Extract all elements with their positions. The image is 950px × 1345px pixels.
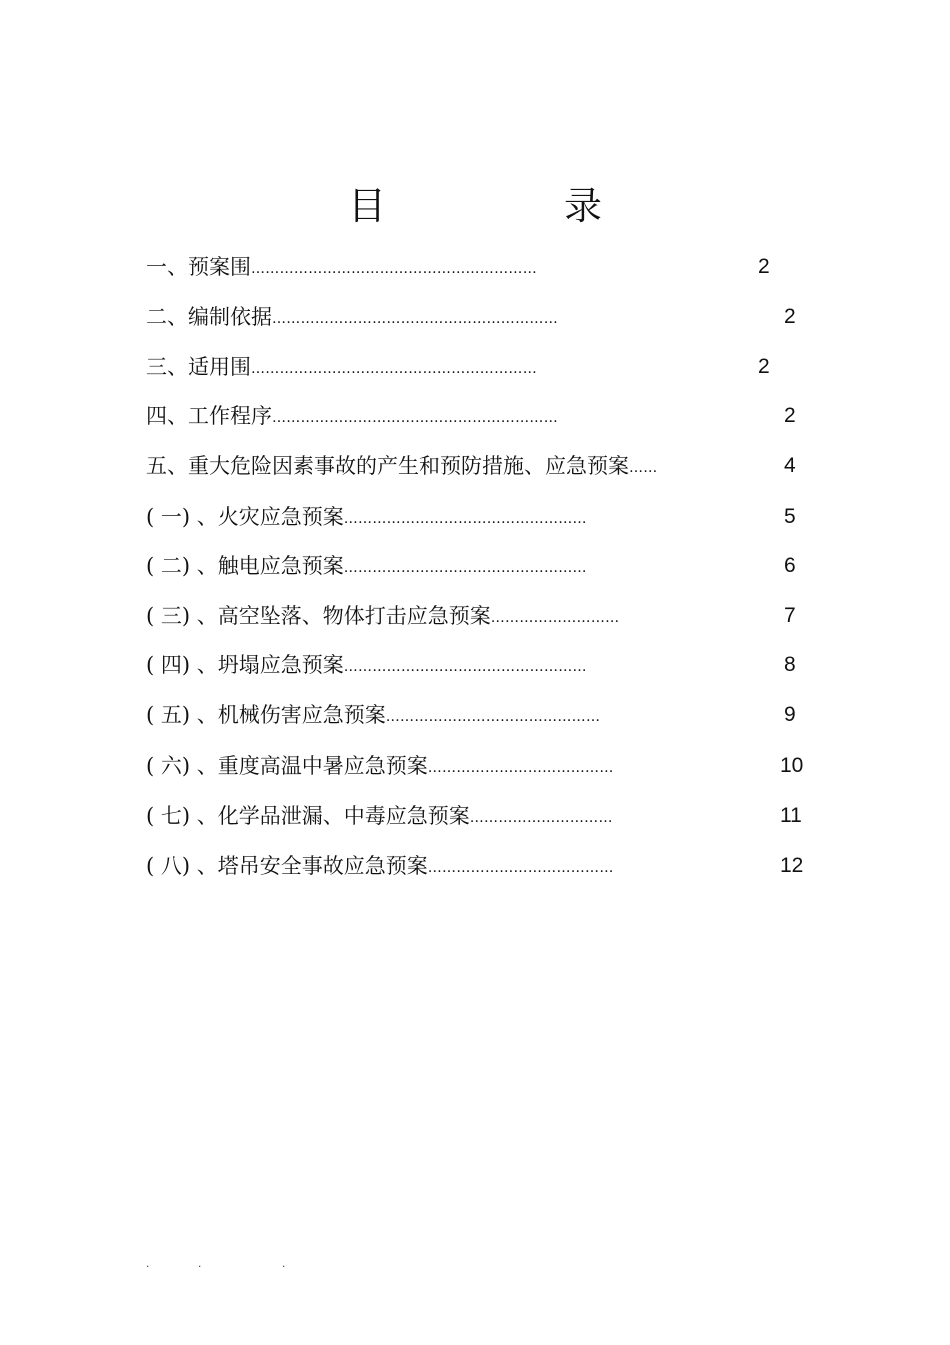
toc-entry-leader: ……………………… bbox=[490, 610, 620, 626]
toc-entry[interactable] bbox=[146, 751, 804, 781]
toc-entry[interactable] bbox=[146, 252, 770, 282]
toc-entry[interactable] bbox=[146, 502, 796, 532]
toc-entry-leader: …………………………………………… bbox=[343, 560, 587, 576]
toc-entry-page: 12 bbox=[780, 854, 804, 877]
toc-entry-leader: …………………………………………………… bbox=[251, 361, 537, 377]
toc-entry[interactable] bbox=[146, 352, 770, 382]
toc-entry-leader: …………………………………………… bbox=[343, 659, 587, 675]
toc-entry-label: ( 六) 、重度高温中暑应急预案 bbox=[146, 754, 428, 778]
toc-entry-page: 10 bbox=[780, 754, 804, 777]
toc-entry[interactable] bbox=[146, 700, 796, 730]
toc-entry-leader: …………………………………………………… bbox=[272, 410, 558, 426]
toc-entry-label: 四、工作程序 bbox=[146, 404, 272, 428]
toc-entry-page: 5 bbox=[784, 505, 796, 528]
toc-entry[interactable] bbox=[146, 401, 796, 431]
toc-entry-page: 2 bbox=[784, 404, 796, 427]
toc-entry[interactable] bbox=[146, 451, 796, 481]
toc-title: 目 录 bbox=[347, 184, 672, 228]
toc-entry[interactable] bbox=[146, 302, 796, 332]
toc-entry-page: 8 bbox=[784, 653, 796, 676]
footer-mark: . bbox=[146, 1256, 150, 1270]
toc-entry-page: 4 bbox=[784, 454, 796, 477]
toc-entry[interactable] bbox=[146, 801, 802, 831]
footer-mark: . bbox=[282, 1256, 286, 1270]
toc-entry[interactable] bbox=[146, 551, 796, 581]
toc-entry-leader: ………………………… bbox=[469, 810, 613, 826]
toc-entry-label: ( 四) 、坍塌应急预案 bbox=[146, 653, 344, 677]
toc-entry-leader: …… bbox=[629, 460, 658, 476]
toc-entry-page: 11 bbox=[780, 804, 802, 827]
toc-entry-page: 7 bbox=[784, 604, 796, 627]
toc-entry-page: 9 bbox=[784, 703, 796, 726]
toc-entry-label: 五、重大危险因素事故的产生和预防措施、应急预案 bbox=[146, 454, 629, 478]
toc-entry-leader: ………………………………… bbox=[427, 860, 614, 876]
toc-entry-page: 2 bbox=[758, 255, 770, 278]
toc-entry[interactable] bbox=[146, 601, 796, 631]
toc-entry-label: 三、适用围 bbox=[146, 355, 251, 379]
toc-entry-label: ( 八) 、塔吊安全事故应急预案 bbox=[146, 854, 428, 878]
toc-entry-label: ( 五) 、机械伤害应急预案 bbox=[146, 703, 386, 727]
toc-entry-label: 二、编制依据 bbox=[146, 305, 272, 329]
toc-entry-leader: …………………………………………… bbox=[343, 511, 587, 527]
toc-entry[interactable] bbox=[146, 650, 796, 680]
toc-entry-page: 6 bbox=[784, 554, 796, 577]
toc-entry-leader: …………………………………………………… bbox=[272, 311, 558, 327]
toc-entry-label: ( 二) 、触电应急预案 bbox=[146, 554, 344, 578]
toc-entry-leader: ……………………………………… bbox=[385, 709, 601, 725]
toc-entry-leader: …………………………………………………… bbox=[251, 261, 537, 277]
toc-entry-label: ( 一) 、火灾应急预案 bbox=[146, 505, 344, 529]
toc-entry-label: 一、预案围 bbox=[146, 255, 251, 279]
footer-mark: . bbox=[198, 1256, 202, 1270]
toc-entry-label: ( 三) 、高空坠落、物体打击应急预案 bbox=[146, 604, 491, 628]
toc-entry-leader: ………………………………… bbox=[427, 760, 614, 776]
toc-entry-page: 2 bbox=[784, 305, 796, 328]
toc-entry[interactable] bbox=[146, 851, 804, 881]
toc-entry-label: ( 七) 、化学品泄漏、中毒应急预案 bbox=[146, 804, 470, 828]
toc-entry-page: 2 bbox=[758, 355, 770, 378]
